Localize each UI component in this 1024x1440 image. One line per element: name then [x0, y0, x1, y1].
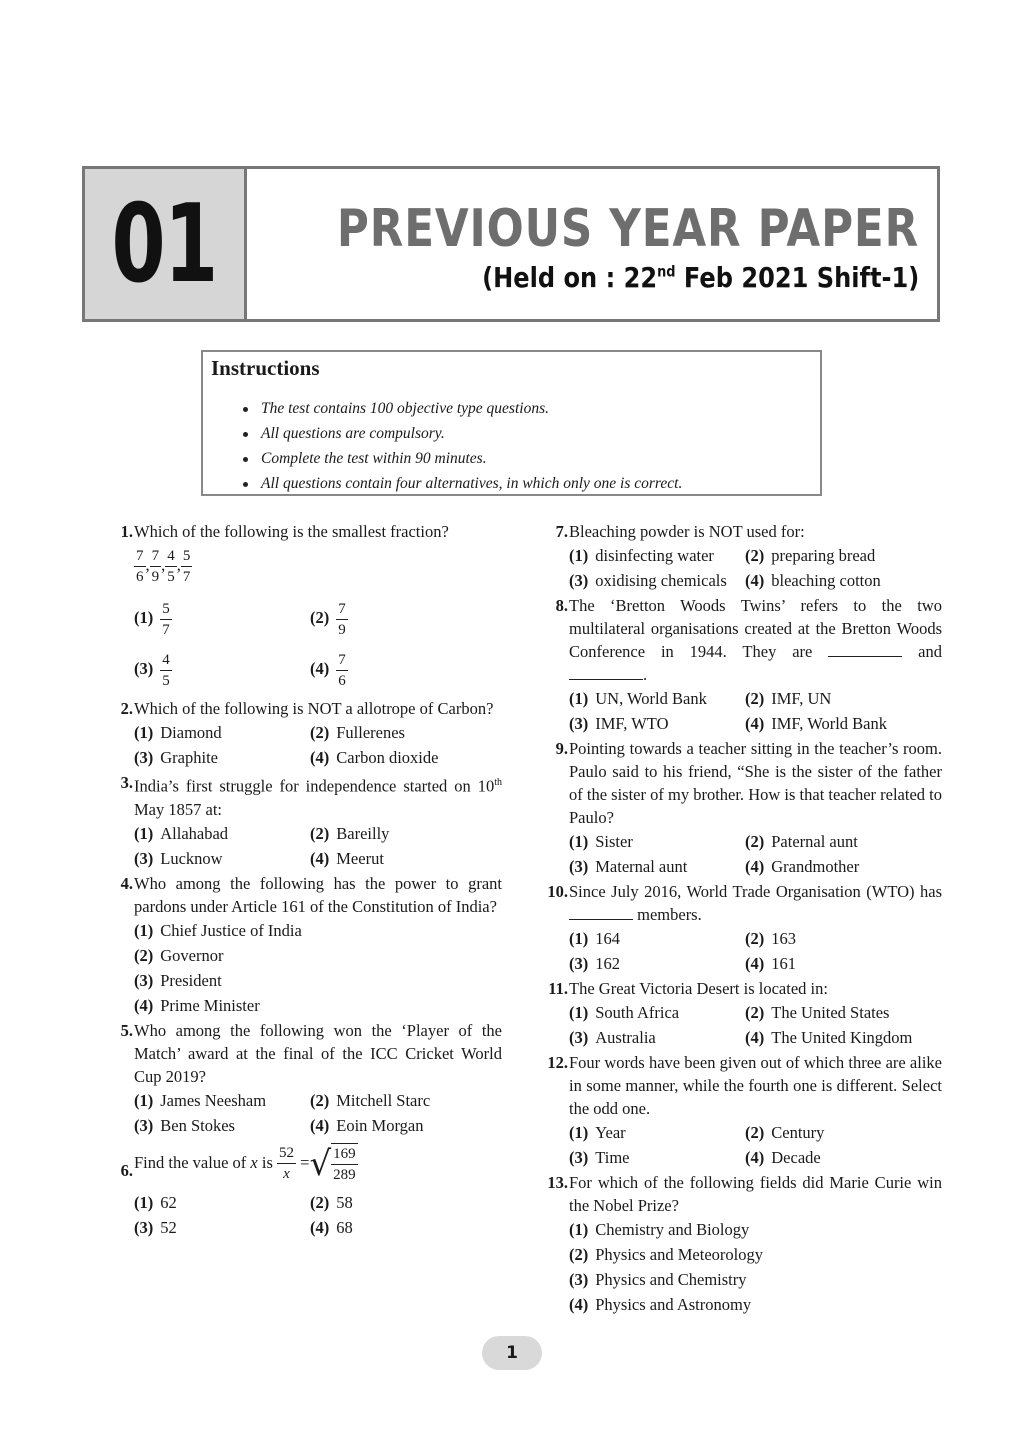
- question-text-part: members.: [637, 905, 702, 924]
- option-label: (1): [134, 1192, 154, 1212]
- option-3[interactable]: [134, 847, 310, 870]
- option-text: Lucknow: [160, 848, 223, 868]
- option-label: (4): [310, 1217, 330, 1237]
- instructions-box: [201, 350, 822, 496]
- question-8: [540, 594, 942, 735]
- sqrt-icon: √: [309, 1143, 332, 1184]
- denominator: 7: [182, 569, 191, 585]
- option-4[interactable]: [745, 569, 942, 592]
- options: [569, 1001, 942, 1049]
- option-2[interactable]: [310, 599, 502, 640]
- answer-blank: [569, 904, 633, 920]
- question-10: [540, 880, 942, 975]
- option-2[interactable]: [745, 1121, 942, 1144]
- option-text: Time: [595, 1148, 630, 1167]
- option-label: (3): [134, 659, 154, 679]
- option-2[interactable]: [134, 944, 502, 967]
- subtitle-prefix: (Held on : 22: [481, 261, 657, 294]
- option-label: (3): [569, 954, 589, 973]
- option-text: Diamond: [160, 723, 222, 742]
- option-text: South Africa: [595, 1003, 680, 1022]
- right-column: [540, 520, 942, 1316]
- option-4[interactable]: [569, 1293, 942, 1316]
- answer-blank: [569, 664, 643, 680]
- option-text: Physics and Meteorology: [595, 1245, 763, 1264]
- option-text: IMF, World Bank: [771, 714, 888, 733]
- option-label: (2): [745, 546, 765, 565]
- option-text: Australia: [595, 1028, 656, 1047]
- option-label: (1): [569, 929, 589, 948]
- option-1[interactable]: [569, 1001, 745, 1024]
- numerator: 5: [181, 546, 193, 567]
- option-label: (1): [569, 546, 589, 565]
- option-label: (1): [569, 1220, 589, 1239]
- question-1: [105, 520, 502, 691]
- left-column: [105, 520, 502, 1239]
- question-9: [540, 737, 942, 878]
- option-label: (4): [310, 748, 330, 767]
- question-11: [540, 977, 942, 1049]
- option-text: The United Kingdom: [771, 1028, 913, 1047]
- instruction-item: All questions contain four alternatives, in which only one is correct.: [261, 471, 682, 496]
- fraction: [336, 650, 348, 691]
- question-text-part: India’s first struggle for independence started on 10: [134, 776, 495, 796]
- subtitle-suffix: Feb 2021 Shift-1): [675, 261, 919, 294]
- numerator: 4: [165, 546, 177, 567]
- options: [134, 1191, 502, 1239]
- question-text-part: and: [918, 642, 942, 661]
- option-text: IMF, UN: [771, 689, 832, 708]
- option-4[interactable]: [310, 746, 502, 769]
- denominator: 9: [151, 569, 160, 585]
- option-2[interactable]: [310, 1191, 502, 1214]
- question-text: Which of the following is NOT a allotrope of Carbon?: [134, 699, 494, 718]
- denominator: 7: [162, 622, 170, 638]
- options: [134, 721, 502, 769]
- option-label: (2): [310, 823, 330, 843]
- option-3[interactable]: [569, 712, 745, 735]
- question-text: Who among the following has the power to grant pardons under Article 161 of the Constitution of India?: [134, 873, 502, 916]
- option-1[interactable]: [134, 822, 310, 845]
- option-3[interactable]: [569, 1026, 745, 1049]
- paper-title: PREVIOUS YEAR PAPER: [336, 199, 919, 259]
- option-2[interactable]: [745, 927, 942, 950]
- question-text: The ‘Bretton Woods Twins’ refers to the two multilateral organisations created at the Bretton Woods Conference in 1944. They are and .: [569, 596, 942, 684]
- option-label: (3): [569, 1270, 589, 1289]
- numerator: 5: [160, 599, 172, 620]
- paper-subtitle: [482, 261, 919, 294]
- question-3: [105, 771, 502, 870]
- fraction-list: $\frac{7}{6}$ , $\frac{7}{9}$ , $\frac{4}{5}$ , $\frac{5}{7}$: [136, 548, 191, 585]
- chapter-number-box: [85, 169, 247, 319]
- question-text: Bleaching powder is NOT used for:: [569, 522, 805, 541]
- option-1[interactable]: [134, 721, 310, 744]
- option-3[interactable]: [134, 1216, 310, 1239]
- option-3[interactable]: [569, 1268, 942, 1291]
- instructions-list: [261, 396, 682, 496]
- option-label: (2): [745, 1003, 765, 1022]
- option-label: (4): [310, 848, 330, 868]
- option-3[interactable]: [134, 1114, 310, 1137]
- denominator: 6: [338, 673, 346, 689]
- option-text: Century: [771, 1123, 825, 1142]
- question-text: Who among the following won the ‘Player of the Match’ award at the final of the ICC Cricket World Cup 2019?: [134, 1020, 502, 1086]
- option-label: (3): [569, 714, 589, 733]
- answer-blank: [828, 641, 902, 657]
- question-text: [569, 880, 942, 926]
- option-label: (1): [569, 1003, 589, 1022]
- option-3[interactable]: [569, 1146, 745, 1169]
- option-label: (3): [569, 857, 589, 876]
- option-label: (1): [134, 920, 154, 940]
- option-label: (3): [134, 1217, 154, 1237]
- option-text: Meerut: [336, 848, 384, 868]
- question-text: Which of the following is the smallest fraction?: [134, 522, 449, 541]
- option-2[interactable]: [745, 1001, 942, 1024]
- option-text: bleaching cotton: [771, 571, 881, 590]
- option-4[interactable]: [745, 1026, 942, 1049]
- question-4: [105, 872, 502, 1017]
- fraction: [277, 1143, 296, 1184]
- equals-sign: =: [300, 1152, 310, 1172]
- option-text: James Neesham: [160, 1090, 267, 1110]
- fraction: [150, 546, 162, 587]
- option-1[interactable]: [569, 687, 745, 710]
- denominator: 6: [136, 569, 144, 585]
- question-number: 2.: [120, 699, 133, 718]
- option-text: Chief Justice of India: [160, 920, 302, 940]
- question-5: [105, 1019, 502, 1137]
- option-text: Eoin Morgan: [336, 1115, 424, 1135]
- option-label: (4): [745, 1148, 765, 1167]
- option-label: (4): [310, 659, 330, 679]
- option-text: IMF, WTO: [595, 714, 669, 733]
- option-1[interactable]: [569, 1218, 942, 1241]
- chapter-number: 01: [111, 181, 218, 307]
- fraction: [160, 650, 172, 691]
- option-3[interactable]: [134, 650, 310, 691]
- option-3[interactable]: [134, 969, 502, 992]
- option-label: (4): [745, 954, 765, 973]
- question-6: [105, 1143, 502, 1239]
- option-label: (1): [134, 608, 154, 628]
- option-2[interactable]: [569, 1243, 942, 1266]
- option-text: Physics and Astronomy: [595, 1295, 752, 1314]
- square-root: [309, 1143, 357, 1185]
- option-label: (2): [134, 945, 154, 965]
- option-label: (2): [310, 1192, 330, 1212]
- option-4[interactable]: [310, 847, 502, 870]
- option-label: (4): [569, 1295, 589, 1314]
- option-1[interactable]: [569, 544, 745, 567]
- option-text: 68: [336, 1217, 353, 1237]
- option-label: (4): [310, 1115, 330, 1135]
- question-number: 1.: [120, 522, 133, 541]
- option-label: (1): [569, 689, 589, 708]
- option-4[interactable]: [745, 855, 942, 878]
- option-4[interactable]: [745, 952, 942, 975]
- numerator: 7: [134, 546, 146, 567]
- option-3[interactable]: [569, 952, 745, 975]
- option-text: Physics and Chemistry: [595, 1270, 747, 1289]
- option-label: (1): [134, 823, 154, 843]
- numerator: 7: [336, 599, 348, 620]
- option-text: 163: [771, 929, 796, 948]
- option-2[interactable]: [310, 721, 502, 744]
- question-7: [540, 520, 942, 592]
- instruction-item: All questions are compulsory.: [261, 421, 682, 446]
- question-text-part: Since July 2016, World Trade Organisation (WTO) has: [569, 882, 942, 901]
- question-text-part: The ‘Bretton Woods Twins’ refers to the two multilateral organisations created at the Bretton Woods Conference in 1944. They are: [569, 596, 942, 661]
- option-3[interactable]: [569, 855, 745, 878]
- option-label: (2): [745, 929, 765, 948]
- options: [134, 822, 502, 870]
- chapter-header: [82, 166, 940, 322]
- option-text: Bareilly: [336, 823, 390, 843]
- option-2[interactable]: [310, 822, 502, 845]
- option-4[interactable]: [310, 1114, 502, 1137]
- numerator: 52: [277, 1143, 296, 1164]
- option-1[interactable]: [569, 927, 745, 950]
- question-number: 3.: [120, 773, 133, 792]
- fraction: [160, 599, 172, 640]
- option-2[interactable]: [745, 544, 942, 567]
- option-text: Allahabad: [160, 823, 229, 843]
- option-label: (3): [569, 1148, 589, 1167]
- question-number: 10.: [547, 882, 568, 901]
- denominator: 5: [167, 569, 175, 585]
- instruction-item: Complete the test within 90 minutes.: [261, 446, 682, 471]
- option-text: 161: [771, 954, 796, 973]
- option-label: (3): [134, 970, 154, 990]
- fraction: [134, 546, 146, 587]
- denominator: x: [283, 1166, 290, 1182]
- question-number: 7.: [555, 522, 568, 541]
- question-number: 11.: [548, 979, 568, 998]
- question-text: [134, 1143, 502, 1185]
- option-1[interactable]: [134, 919, 502, 942]
- option-text: Maternal aunt: [595, 857, 688, 876]
- option-label: (1): [569, 1123, 589, 1142]
- option-label: (3): [134, 748, 154, 767]
- question-number: 12.: [547, 1053, 568, 1072]
- option-label: (3): [134, 1115, 154, 1135]
- question-number: 4.: [120, 873, 133, 893]
- options: [134, 1089, 502, 1137]
- option-text: Sister: [595, 832, 633, 851]
- option-text: The United States: [771, 1003, 890, 1022]
- option-text: President: [160, 970, 222, 990]
- option-label: (4): [745, 571, 765, 590]
- option-4[interactable]: [745, 1146, 942, 1169]
- option-text: disinfecting water: [595, 546, 714, 565]
- fraction: [181, 546, 193, 587]
- option-label: (3): [569, 571, 589, 590]
- option-text: Chemistry and Biology: [595, 1220, 750, 1239]
- question-number: 6.: [120, 1160, 133, 1180]
- option-text: oxidising chemicals: [595, 571, 727, 590]
- question-text-sup: th: [494, 777, 502, 788]
- question-text-part: is: [261, 1152, 273, 1172]
- option-1[interactable]: [134, 599, 310, 640]
- option-text: 62: [160, 1192, 177, 1212]
- question-number: 8.: [555, 596, 568, 615]
- option-label: (1): [134, 1090, 154, 1110]
- numerator: 7: [336, 650, 348, 671]
- options: [569, 830, 942, 878]
- option-label: (1): [134, 723, 154, 742]
- options: [569, 1218, 942, 1316]
- denominator: 289: [333, 1166, 356, 1183]
- option-label: (4): [745, 714, 765, 733]
- options: [134, 919, 502, 1017]
- fraction: [165, 546, 177, 587]
- option-text: Governor: [160, 945, 224, 965]
- option-2[interactable]: [745, 687, 942, 710]
- option-label: (2): [310, 723, 330, 742]
- question-text-part: Find the value of: [134, 1152, 247, 1172]
- option-3[interactable]: [134, 746, 310, 769]
- option-label: (4): [745, 1028, 765, 1047]
- option-label: (2): [310, 1090, 330, 1110]
- option-text: Fullerenes: [336, 723, 405, 742]
- option-text: 162: [595, 954, 620, 973]
- question-number: 13.: [547, 1173, 568, 1192]
- option-text: Ben Stokes: [160, 1115, 235, 1135]
- option-4[interactable]: [310, 650, 502, 691]
- option-1[interactable]: [134, 1089, 310, 1112]
- option-4[interactable]: [134, 994, 502, 1017]
- option-label: (2): [310, 608, 330, 628]
- option-text: 52: [160, 1217, 177, 1237]
- options: [569, 1121, 942, 1169]
- option-text: UN, World Bank: [595, 689, 707, 708]
- option-label: (2): [745, 689, 765, 708]
- option-1[interactable]: [569, 830, 745, 853]
- page-number: 1: [482, 1336, 542, 1370]
- options: [134, 599, 502, 691]
- option-text: 58: [336, 1192, 353, 1212]
- option-text: Grandmother: [771, 857, 860, 876]
- question-13: [540, 1171, 942, 1316]
- option-text: Year: [595, 1123, 626, 1142]
- question-12: [540, 1051, 942, 1169]
- option-text: Carbon dioxide: [336, 748, 439, 767]
- option-label: (4): [134, 995, 154, 1015]
- question-2: [105, 697, 502, 769]
- question-number: 5.: [120, 1020, 133, 1040]
- question-text: For which of the following fields did Marie Curie win the Nobel Prize?: [569, 1173, 942, 1215]
- variable: x: [250, 1152, 258, 1172]
- option-text: Mitchell Starc: [336, 1090, 431, 1110]
- numerator: 169: [331, 1144, 358, 1165]
- option-text: 164: [595, 929, 620, 948]
- question-number: 9.: [555, 739, 568, 758]
- option-text: Prime Minister: [160, 995, 260, 1015]
- option-text: preparing bread: [771, 546, 876, 565]
- option-text: Paternal aunt: [771, 832, 858, 851]
- denominator: 9: [338, 622, 346, 638]
- instructions-heading: Instructions: [211, 356, 320, 380]
- option-text: Decade: [771, 1148, 821, 1167]
- option-2[interactable]: [310, 1089, 502, 1112]
- question-text: [134, 771, 502, 821]
- option-label: (2): [745, 832, 765, 851]
- fraction: [336, 599, 348, 640]
- subtitle-sup: nd: [656, 262, 676, 281]
- question-text: Four words have been given out of which three are alike in some manner, while the fourth one is different. Select the odd one.: [569, 1053, 942, 1118]
- option-label: (2): [745, 1123, 765, 1142]
- option-label: (3): [134, 848, 154, 868]
- option-4[interactable]: [745, 712, 942, 735]
- options: [569, 687, 942, 735]
- denominator: 5: [162, 673, 170, 689]
- numerator: 7: [150, 546, 162, 567]
- question-text-part: May 1857 at:: [134, 799, 222, 819]
- option-3[interactable]: [569, 569, 745, 592]
- instruction-item: The test contains 100 objective type questions.: [261, 396, 682, 421]
- options: [569, 927, 942, 975]
- question-text: Pointing towards a teacher sitting in the teacher’s room. Paulo said to his friend, “She is the sister of the father of the sister of my brother. How is that teacher related to Paulo?: [569, 739, 942, 827]
- title-area: [247, 169, 937, 319]
- numerator: 4: [160, 650, 172, 671]
- option-label: (4): [745, 857, 765, 876]
- option-1[interactable]: [134, 1191, 310, 1214]
- option-text: Graphite: [160, 748, 218, 767]
- option-1[interactable]: [569, 1121, 745, 1144]
- option-label: (2): [569, 1245, 589, 1264]
- fraction: [331, 1144, 358, 1185]
- option-label: (1): [569, 832, 589, 851]
- option-label: (3): [569, 1028, 589, 1047]
- options: [569, 544, 942, 592]
- option-4[interactable]: [310, 1216, 502, 1239]
- option-2[interactable]: [745, 830, 942, 853]
- question-text: The Great Victoria Desert is located in:: [569, 979, 828, 998]
